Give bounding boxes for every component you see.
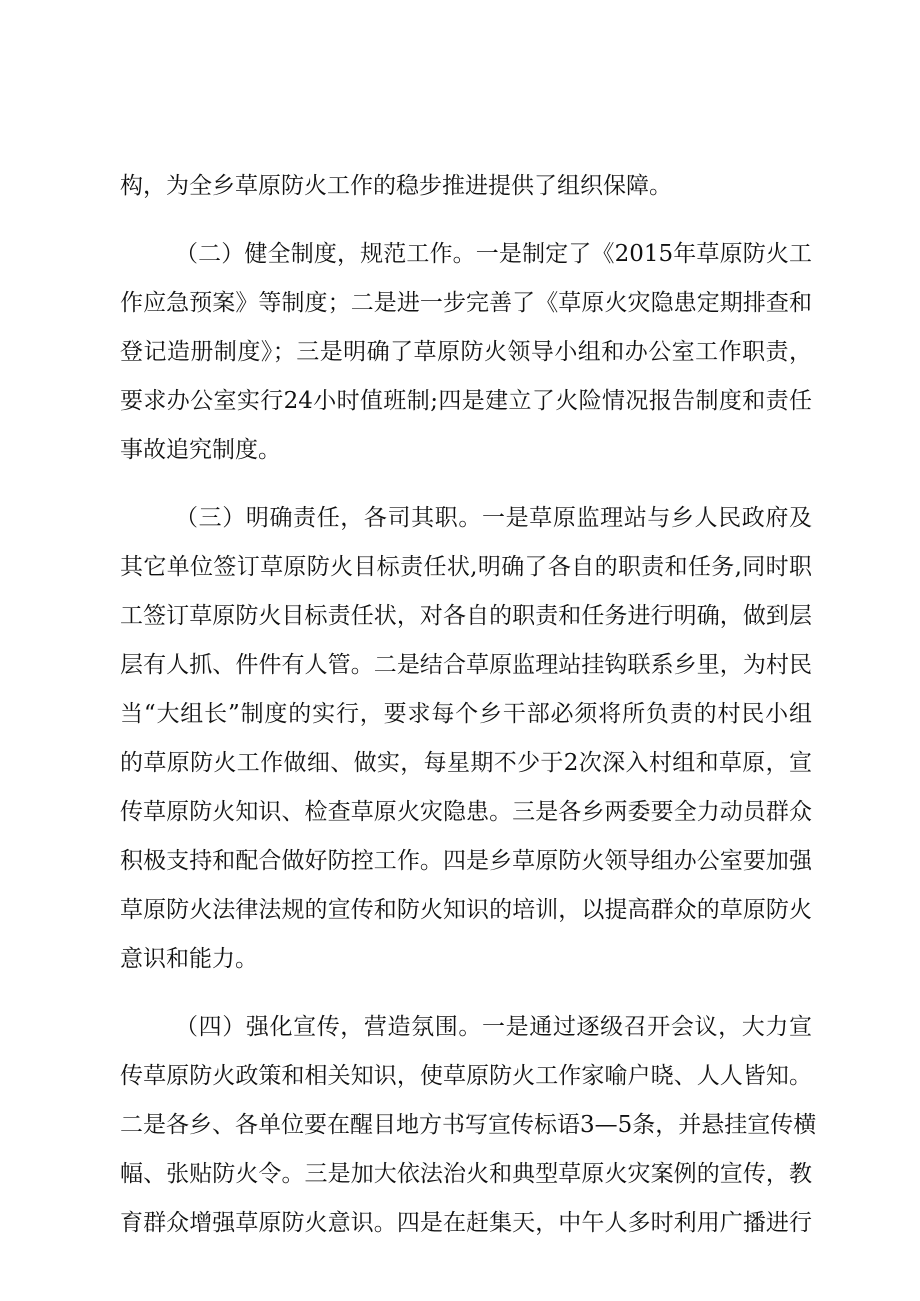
text-line: 事故追究制度。 — [120, 437, 281, 463]
paragraph-responsibility — [120, 494, 812, 984]
text-line: 构，为全乡草原防火工作的稳步推进提供了组织保障。 — [120, 173, 672, 199]
text-line: 其它单位签订草原防火目标责任状,明确了各自的职责和任务,同时职 — [120, 554, 812, 580]
text-line: （二）健全制度，规范工作。一是制定了《2015年草原防火工 — [175, 241, 812, 267]
text-line: 积极支持和配合做好防控工作。四是乡草原防火领导组办公室要加强 — [120, 848, 812, 874]
text-line: 的草原防火工作做细、做实，每星期不少于2次深入村组和草原，宣 — [120, 750, 812, 776]
text-line: 意识和能力。 — [120, 946, 258, 972]
paragraph-gap — [120, 475, 812, 494]
paragraph-system-rules — [120, 230, 812, 475]
text-line: 作应急预案》等制度；二是进一步完善了《草原火灾隐患定期排查和 — [120, 290, 812, 316]
text-line: 草原防火法律法规的宣传和防火知识的培训，以提高群众的草原防火 — [120, 897, 812, 923]
text-line: 工签订草原防火目标责任状，对各自的职责和任务进行明确，做到层 — [120, 603, 812, 629]
paragraph-gap — [120, 211, 812, 230]
text-line: （三）明确责任，各司其职。一是草原监理站与乡人民政府及 — [175, 505, 812, 531]
text-line: 当“大组长”制度的实行，要求每个乡干部必须将所负责的村民小组 — [120, 701, 812, 727]
text-line: 登记造册制度》；三是明确了草原防火领导小组和办公室工作职责， — [120, 339, 812, 365]
paragraph-publicity — [120, 1003, 817, 1248]
text-line: 幅、张贴防火令。三是加大依法治火和典型草原火灾案例的宣传，教 — [120, 1161, 812, 1187]
text-line: 传草原防火政策和相关知识，使草原防火工作家喻户晓、人人皆知。 — [120, 1063, 812, 1089]
paragraph-continued — [120, 162, 812, 211]
text-line: 层有人抓、件件有人管。二是结合草原监理站挂钩联系乡里，为村民 — [120, 652, 812, 678]
text-line: 传草原防火知识、检查草原火灾隐患。三是各乡两委要全力动员群众 — [120, 799, 812, 825]
text-line: 要求办公室实行24小时值班制;四是建立了火险情况报告制度和责任 — [120, 388, 812, 414]
text-line: 二是各乡、各单位要在醒目地方书写宣传标语3—5条，并悬挂宣传横 — [120, 1112, 817, 1138]
document-body — [120, 162, 817, 1248]
text-line: （四）强化宣传，营造氛围。一是通过逐级召开会议，大力宣 — [175, 1014, 812, 1040]
text-line: 育群众增强草原防火意识。四是在赶集天，中午人多时利用广播进行 — [120, 1210, 812, 1236]
paragraph-gap — [120, 984, 812, 1003]
